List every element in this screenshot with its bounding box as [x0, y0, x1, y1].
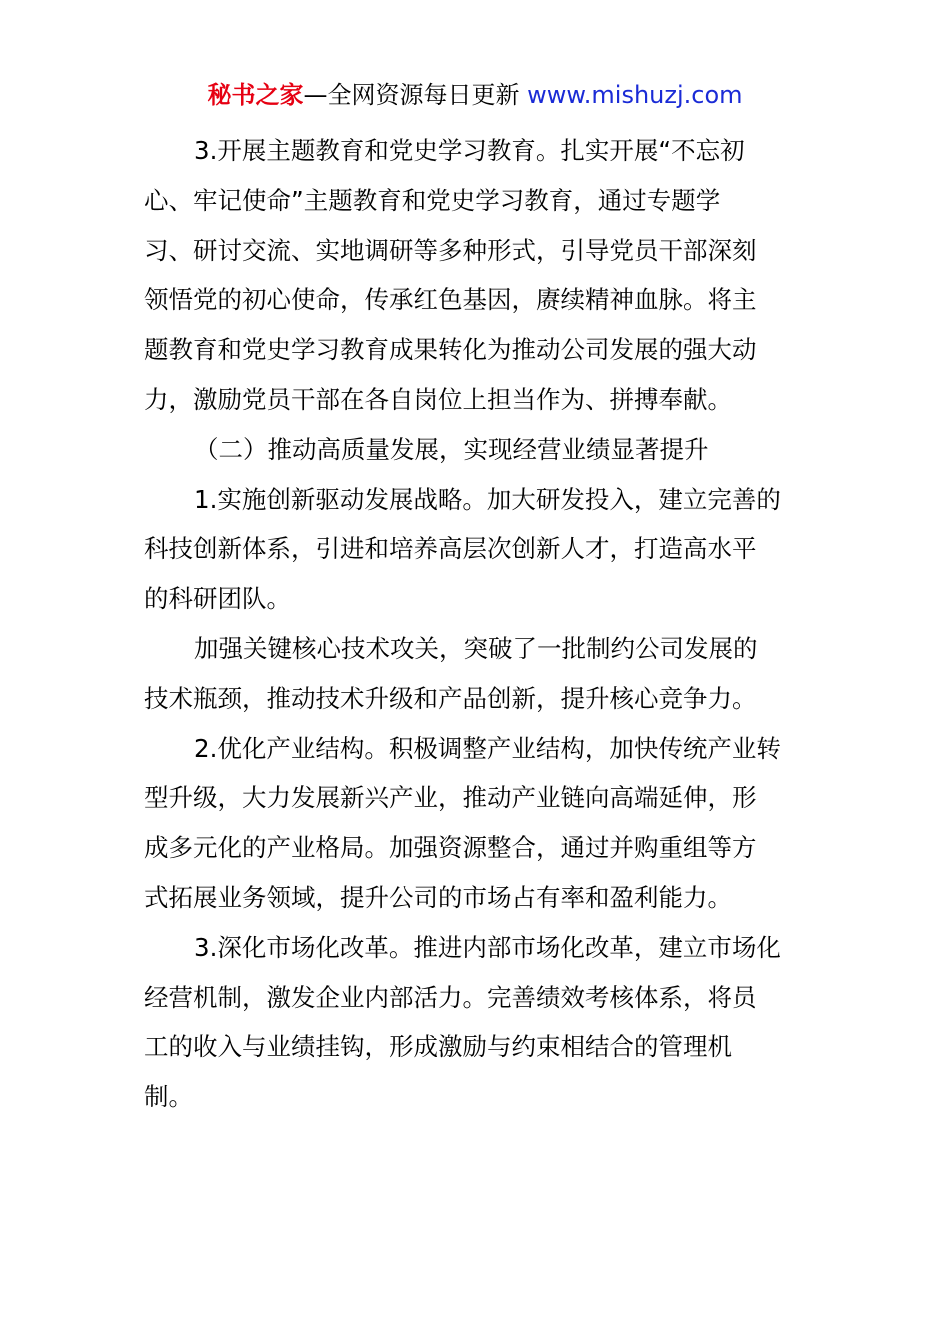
- paragraph-line: 2.优化产业结构。积极调整产业结构，加快传统产业转: [194, 733, 781, 763]
- paragraph-line: 技术瓶颈，推动技术升级和产品创新，提升核心竞争力。: [144, 683, 757, 713]
- paragraph-line: 经营机制，激发企业内部活力。完善绩效考核体系，将员: [144, 982, 757, 1012]
- paragraph-line: 3.深化市场化改革。推进内部市场化改革，建立市场化: [194, 932, 781, 962]
- paragraph-line: 科技创新体系，引进和培养高层次创新人才，打造高水平: [144, 534, 757, 564]
- paragraph-line: 题教育和党史学习教育成果转化为推动公司发展的强大动: [144, 335, 757, 365]
- paragraph-line: 型升级，大力发展新兴产业，推动产业链向高端延伸，形: [144, 783, 757, 813]
- paragraph-line: 力，激励党员干部在各自岗位上担当作为、拼搏奉献。: [144, 384, 732, 414]
- paragraph-line: 的科研团队。: [144, 584, 291, 614]
- site-url[interactable]: www.mishuzj.com: [527, 81, 743, 109]
- document-body: [144, 126, 814, 1122]
- section-heading: （二）推动高质量发展，实现经营业绩显著提升: [194, 434, 709, 464]
- paragraph-line: 领悟党的初心使命，传承红色基因，赓续精神血脉。将主: [144, 285, 757, 315]
- paragraph-line: 1.实施创新驱动发展战略。加大研发投入，建立完善的: [194, 484, 781, 514]
- brand-name: 秘书之家: [207, 81, 304, 109]
- paragraph-line: 加强关键核心技术攻关，突破了一批制约公司发展的: [194, 633, 758, 663]
- paragraph-line: 工的收入与业绩挂钩，形成激励与约束相结合的管理机: [144, 1032, 732, 1062]
- paragraph-line: 制。: [144, 1082, 193, 1112]
- paragraph-line: 成多元化的产业格局。加强资源整合，通过并购重组等方: [144, 833, 757, 863]
- paragraph-line: 式拓展业务领域，提升公司的市场占有率和盈利能力。: [144, 882, 732, 912]
- header-tagline: —全网资源每日更新: [303, 81, 520, 109]
- page-header: [0, 78, 950, 112]
- paragraph-line: 心、牢记使命”主题教育和党史学习教育，通过专题学: [144, 185, 721, 215]
- paragraph-line: 习、研讨交流、实地调研等多种形式，引导党员干部深刻: [144, 235, 757, 265]
- paragraph-line: 3.开展主题教育和党史学习教育。扎实开展“不忘初: [194, 136, 745, 165]
